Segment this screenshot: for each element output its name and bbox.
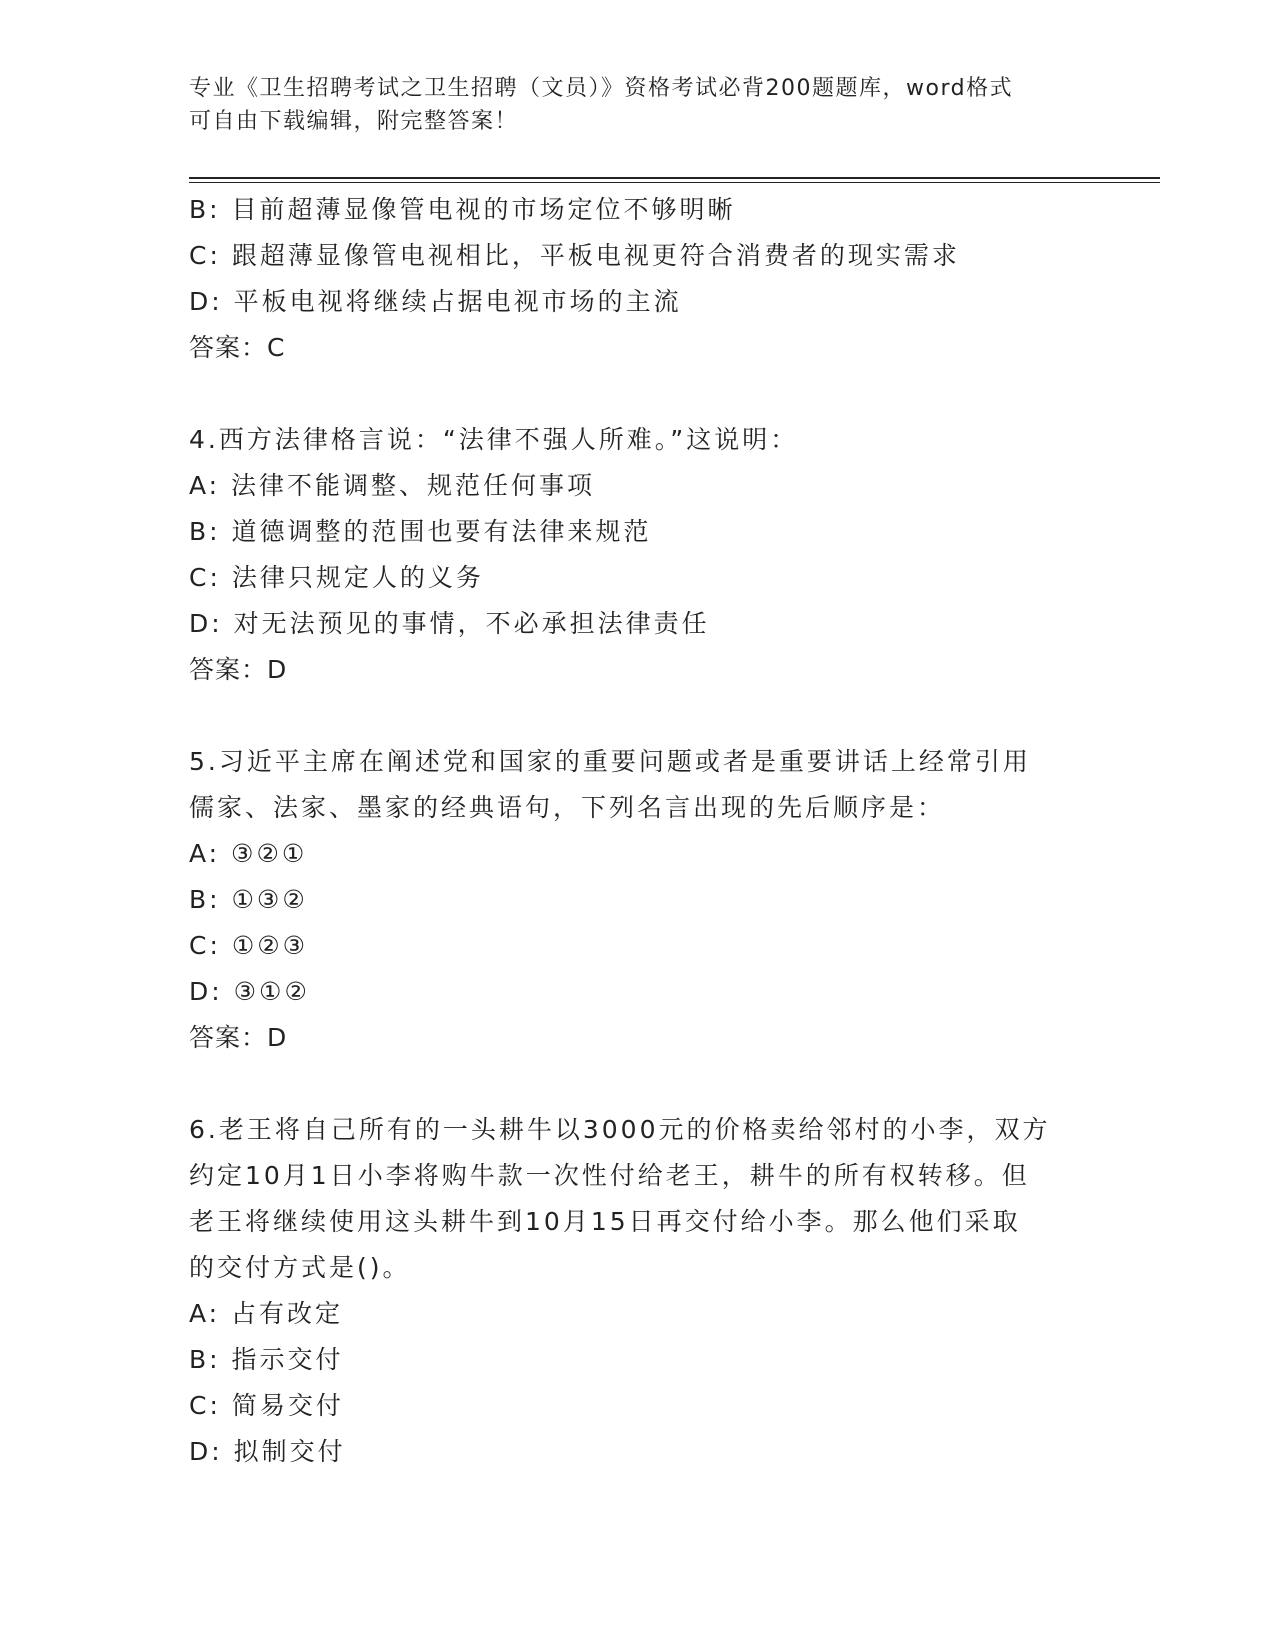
option-b: B: 目前超薄显像管电视的市场定位不够明晰 xyxy=(189,195,736,224)
option-b: B: 指示交付 xyxy=(189,1345,344,1374)
option-c: C: 法律只规定人的义务 xyxy=(189,563,484,592)
option-d: D: 拟制交付 xyxy=(189,1437,346,1466)
question-stem-line-2: 儒家、法家、墨家的经典语句，下列名言出现的先后顺序是： xyxy=(189,793,946,822)
question-6 xyxy=(189,1107,1089,1475)
option-b: B: 道德调整的范围也要有法律来规范 xyxy=(189,517,652,546)
header-divider-thin xyxy=(189,182,1160,183)
header-title-line-2: 可自由下载编辑，附完整答案！ xyxy=(189,109,519,134)
header-divider-thick xyxy=(189,177,1160,179)
question-stem: 4.西方法律格言说：“法律不强人所难。”这说明： xyxy=(189,425,799,454)
question-list xyxy=(189,187,1089,1475)
option-c: C: 简易交付 xyxy=(189,1391,344,1420)
question-stem-line-1: 5.习近平主席在阐述党和国家的重要问题或者是重要讲话上经常引用 xyxy=(189,747,1031,776)
option-b: B: ①③② xyxy=(189,885,308,914)
option-a: A: 法律不能调整、规范任何事项 xyxy=(189,471,596,500)
option-a: A: 占有改定 xyxy=(189,1299,344,1328)
answer: 答案：C xyxy=(189,333,286,362)
answer: 答案：D xyxy=(189,655,288,684)
question-stem-line-2: 约定10月1日小李将购牛款一次性付给老王，耕牛的所有权转移。但 xyxy=(189,1161,1030,1190)
header-title-line-1: 专业《卫生招聘考试之卫生招聘（文员）》资格考试必背200题题库，word格式 xyxy=(189,76,1014,101)
document-header xyxy=(189,72,1069,138)
option-a: A: ③②① xyxy=(189,839,308,868)
spacer xyxy=(189,371,1089,417)
question-4 xyxy=(189,417,1089,693)
option-d: D: ③①② xyxy=(189,977,310,1006)
option-d: D: 对无法预见的事情，不必承担法律责任 xyxy=(189,609,710,638)
option-c: C: ①②③ xyxy=(189,931,309,960)
option-c: C: 跟超薄显像管电视相比，平板电视更符合消费者的现实需求 xyxy=(189,241,960,270)
question-5 xyxy=(189,739,1089,1061)
question-3 xyxy=(189,187,1089,371)
spacer xyxy=(189,693,1089,739)
question-stem-line-3: 老王将继续使用这头耕牛到10月15日再交付给小李。那么他们采取 xyxy=(189,1207,1021,1236)
question-stem-line-1: 6.老王将自己所有的一头耕牛以3000元的价格卖给邻村的小李，双方 xyxy=(189,1115,1051,1144)
answer: 答案：D xyxy=(189,1023,288,1052)
spacer xyxy=(189,1061,1089,1107)
question-stem-line-4: 的交付方式是()。 xyxy=(189,1253,411,1282)
option-d: D: 平板电视将继续占据电视市场的主流 xyxy=(189,287,682,316)
